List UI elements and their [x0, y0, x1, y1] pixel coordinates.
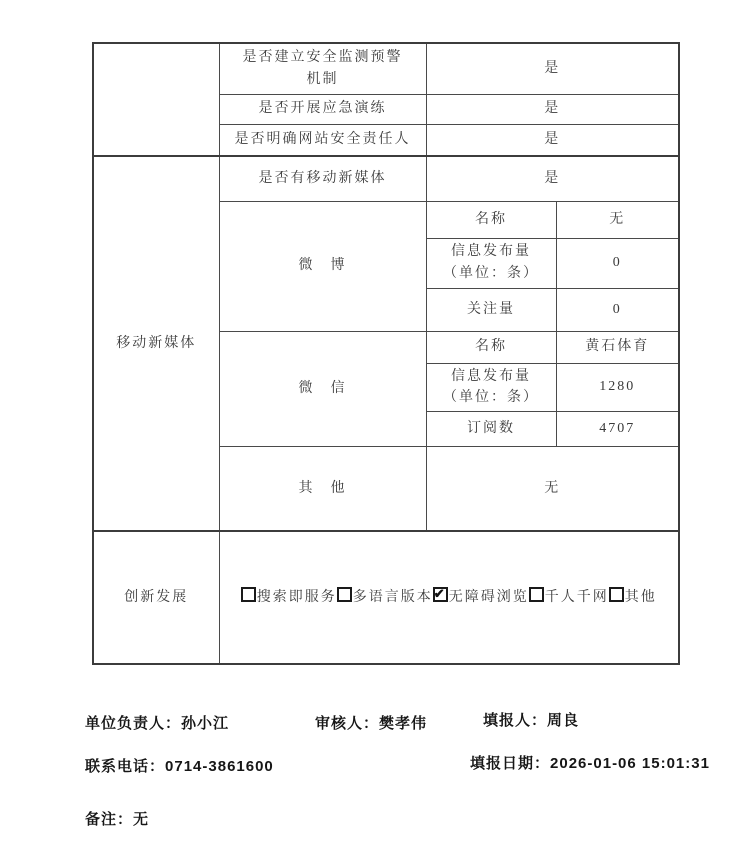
checkbox-label: 其他	[624, 590, 657, 606]
checkbox-option-other[interactable]	[609, 590, 657, 605]
unit-manager-value: 孙小江	[181, 715, 230, 732]
weibo-posts-value: 0	[556, 238, 679, 288]
checkbox-label: 搜索即服务	[256, 590, 337, 606]
security-row-label: 是否开展应急演练	[219, 94, 426, 124]
wechat-posts-label-line2: （单位：条）	[443, 390, 539, 406]
wechat-posts-label-line1: 信息发布量	[451, 368, 531, 384]
contact-phone	[85, 755, 274, 776]
security-row-label: 是否明确网站安全责任人	[219, 124, 426, 156]
security-row-value: 是	[426, 94, 679, 124]
report-date	[470, 752, 710, 773]
reporter	[483, 709, 579, 730]
checkbox-label: 多语言版本	[352, 590, 433, 606]
security-section-cell	[93, 43, 219, 156]
has-mobile-media-value: 是	[426, 156, 679, 201]
wechat-subscribers-value: 4707	[556, 411, 679, 446]
unit-manager	[85, 712, 229, 733]
checkbox-label: 无障碍浏览	[448, 590, 529, 606]
wechat-group-label: 微 信	[219, 331, 426, 446]
checkbox-icon[interactable]	[337, 587, 352, 602]
checkbox-icon[interactable]	[433, 587, 448, 602]
remark-value: 无	[133, 811, 150, 828]
remark-label: 备注：	[85, 811, 134, 828]
checkbox-option-accessibility[interactable]	[433, 590, 529, 605]
checkbox-option-multilingual[interactable]	[337, 590, 433, 605]
security-row-value: 是	[426, 43, 679, 94]
checkbox-option-thousand-sites[interactable]	[529, 590, 609, 605]
checkbox-label: 千人千网	[544, 590, 609, 606]
innovation-section-label: 创新发展	[93, 531, 219, 664]
innovation-options	[219, 531, 679, 664]
weibo-posts-label-line2: （单位：条）	[443, 266, 539, 281]
other-media-label: 其 他	[219, 446, 426, 531]
annual-report-table	[92, 42, 680, 665]
weibo-followers-label: 关注量	[426, 288, 556, 331]
weibo-followers-value: 0	[556, 288, 679, 331]
checkbox-icon[interactable]	[241, 587, 256, 602]
wechat-subscribers-label: 订阅数	[426, 411, 556, 446]
weibo-name-label: 名称	[426, 201, 556, 238]
reporter-label: 填报人：	[483, 712, 548, 729]
report-date-value: 2026-01-06 15:01:31	[550, 755, 710, 772]
contact-phone-label: 联系电话：	[85, 758, 166, 775]
security-row-value: 是	[426, 124, 679, 156]
security-label-line1: 是否建立安全监测预警	[242, 50, 403, 66]
report-date-label: 填报日期：	[470, 755, 551, 772]
reporter-value: 周良	[547, 712, 580, 729]
wechat-name-label: 名称	[426, 331, 556, 363]
auditor-label: 审核人：	[315, 715, 380, 732]
weibo-posts-label	[426, 238, 556, 288]
security-row-label	[219, 43, 426, 94]
weibo-name-value: 无	[556, 201, 679, 238]
contact-phone-value: 0714-3861600	[165, 758, 274, 775]
security-label-line2: 机制	[306, 71, 339, 87]
auditor-value: 樊孝伟	[379, 715, 428, 732]
has-mobile-media-label: 是否有移动新媒体	[219, 156, 426, 201]
wechat-posts-label	[426, 363, 556, 411]
auditor	[315, 712, 427, 733]
checkbox-option-search-service[interactable]	[241, 590, 337, 605]
checkbox-icon[interactable]	[609, 587, 624, 602]
unit-manager-label: 单位负责人：	[85, 715, 182, 732]
wechat-posts-value: 1280	[556, 363, 679, 411]
weibo-posts-label-line1: 信息发布量	[451, 244, 531, 260]
remark	[85, 808, 149, 829]
checkbox-icon[interactable]	[529, 587, 544, 602]
weibo-group-label: 微 博	[219, 201, 426, 331]
other-media-value: 无	[426, 446, 679, 531]
wechat-name-value: 黄石体育	[556, 331, 679, 363]
mobile-media-section-label: 移动新媒体	[93, 156, 219, 531]
